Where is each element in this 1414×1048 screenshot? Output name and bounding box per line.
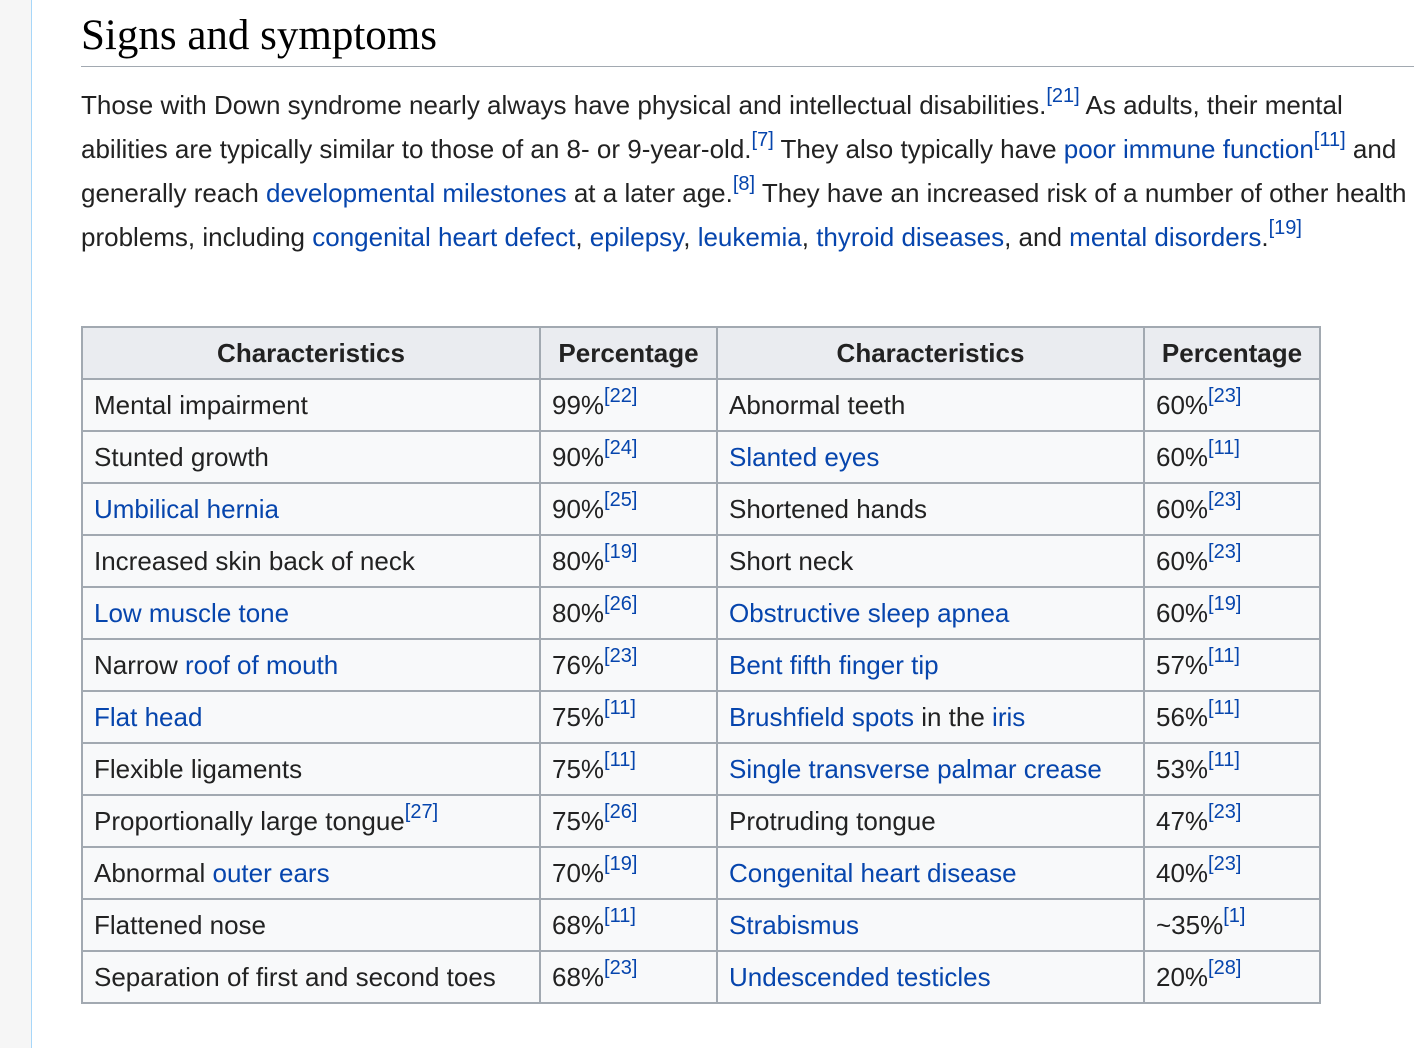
characteristic-text: Flexible ligaments <box>94 753 303 784</box>
text-span: , <box>575 222 590 252</box>
percentage-value: 60% <box>1156 597 1209 628</box>
reference-link[interactable]: [11] <box>1313 129 1346 152</box>
reference <box>604 697 636 719</box>
reference <box>1208 593 1241 615</box>
characteristic-cell <box>717 379 1144 431</box>
reference <box>604 645 637 667</box>
percentage-cell <box>1144 951 1320 1003</box>
percentage-cell <box>540 639 717 691</box>
reference-link[interactable]: [23] <box>1208 488 1242 511</box>
characteristic-link[interactable]: iris <box>992 701 1026 732</box>
table-row <box>82 587 1320 639</box>
percentage-cell <box>1144 847 1320 899</box>
characteristic-cell <box>717 483 1144 535</box>
reference-link[interactable]: [22] <box>604 384 638 407</box>
characteristic-cell <box>717 535 1144 587</box>
text-span: and generally reach <box>81 134 1397 208</box>
percentage-cell <box>540 587 717 639</box>
percentage-value: 60% <box>1156 441 1209 472</box>
reference-link[interactable]: [19] <box>1268 217 1302 240</box>
reference <box>1208 749 1240 771</box>
reference <box>604 801 637 823</box>
characteristic-cell <box>717 951 1144 1003</box>
table-row <box>82 431 1320 483</box>
reference-link[interactable]: [1] <box>1223 904 1246 927</box>
characteristic-text: Short neck <box>729 545 854 576</box>
characteristic-link[interactable]: Slanted eyes <box>729 441 880 472</box>
percentage-cell <box>540 899 717 951</box>
reference-link[interactable]: [8] <box>732 173 756 196</box>
reference <box>604 905 636 927</box>
reference <box>1208 489 1241 511</box>
table-row <box>82 639 1320 691</box>
percentage-value: 75% <box>552 753 605 784</box>
percentage-value: 80% <box>552 597 605 628</box>
reference-link[interactable]: [24] <box>604 436 638 459</box>
text-span: , <box>683 222 698 252</box>
characteristic-cell <box>82 431 540 483</box>
reference-link[interactable]: [23] <box>1208 800 1242 823</box>
reference <box>1208 801 1241 823</box>
reference <box>1269 217 1302 239</box>
reference-link[interactable]: [19] <box>604 852 638 875</box>
column-header: Characteristics <box>717 327 1144 379</box>
characteristics-table <box>81 326 1321 1004</box>
percentage-value: 99% <box>552 389 605 420</box>
characteristic-text: in the <box>913 701 993 732</box>
table-row <box>82 483 1320 535</box>
characteristic-text: Shortened hands <box>729 493 928 524</box>
percentage-value: 60% <box>1156 545 1209 576</box>
intro-paragraph <box>81 83 1414 259</box>
percentage-value: 40% <box>1156 857 1209 888</box>
percentage-value: 76% <box>552 649 605 680</box>
characteristic-link[interactable]: Single transverse palmar crease <box>729 753 1102 784</box>
column-header: Percentage <box>1144 327 1320 379</box>
percentage-cell <box>1144 431 1320 483</box>
text-span: , <box>801 222 817 252</box>
table-row <box>82 795 1320 847</box>
percentage-value: 57% <box>1156 649 1209 680</box>
reference-link[interactable]: [25] <box>604 488 638 511</box>
link-congenital-heart-defect[interactable]: congenital heart defect <box>312 222 576 252</box>
text-span: As adults, their mental abilities are typically similar to those of an 8- or 9-year-old. <box>81 90 1343 164</box>
characteristic-link[interactable]: Flat head <box>94 701 203 732</box>
reference <box>1208 385 1241 407</box>
percentage-cell <box>540 379 717 431</box>
reference <box>604 853 637 875</box>
reference-link[interactable]: [23] <box>604 956 638 979</box>
reference <box>752 129 774 151</box>
characteristic-cell <box>82 847 540 899</box>
percentage-value: 56% <box>1156 701 1209 732</box>
percentage-cell <box>1144 379 1320 431</box>
table-row <box>82 535 1320 587</box>
characteristic-link[interactable]: Low muscle tone <box>94 597 290 628</box>
characteristic-text: Increased skin back of neck <box>94 545 415 576</box>
characteristic-link[interactable]: Strabismus <box>729 909 860 940</box>
table-row <box>82 379 1320 431</box>
reference-link[interactable]: [11] <box>1208 436 1240 459</box>
link-leukemia[interactable]: leukemia <box>697 222 802 252</box>
characteristic-link[interactable]: Obstructive sleep apnea <box>729 597 1010 628</box>
characteristic-link[interactable]: Undescended testicles <box>729 961 991 992</box>
characteristic-cell <box>82 899 540 951</box>
reference <box>1208 437 1240 459</box>
percentage-cell <box>540 951 717 1003</box>
reference <box>733 173 755 195</box>
reference <box>1208 645 1240 667</box>
characteristic-text: Protruding tongue <box>729 805 936 836</box>
reference-link[interactable]: [19] <box>604 540 638 563</box>
text-span: Those with Down syndrome nearly always have physical and intellectual disabilities. <box>81 90 1047 120</box>
percentage-value: 90% <box>552 493 605 524</box>
percentage-value: 20% <box>1156 961 1209 992</box>
article-body <box>81 0 1414 992</box>
percentage-cell <box>1144 743 1320 795</box>
characteristic-cell <box>717 899 1144 951</box>
reference <box>1314 129 1346 151</box>
link-developmental-milestones[interactable]: developmental milestones <box>266 178 567 208</box>
percentage-cell <box>1144 587 1320 639</box>
characteristic-link[interactable]: Brushfield spots <box>729 701 914 732</box>
characteristic-cell <box>717 639 1144 691</box>
characteristic-cell <box>82 587 540 639</box>
percentage-value: 47% <box>1156 805 1209 836</box>
characteristic-cell <box>82 483 540 535</box>
percentage-value: 90% <box>552 441 605 472</box>
characteristic-text: Separation of first and second toes <box>94 961 496 992</box>
table-row <box>82 899 1320 951</box>
percentage-value: 60% <box>1156 493 1209 524</box>
characteristic-cell <box>82 535 540 587</box>
characteristic-link[interactable]: Umbilical hernia <box>94 493 279 524</box>
characteristic-text: Abnormal teeth <box>729 389 906 420</box>
characteristic-text: Proportionally large tongue <box>94 805 405 836</box>
characteristic-text: Narrow <box>94 649 186 680</box>
percentage-cell <box>1144 899 1320 951</box>
table-body <box>82 379 1320 1003</box>
percentage-value: 75% <box>552 805 605 836</box>
table-row <box>82 951 1320 1003</box>
percentage-cell <box>540 743 717 795</box>
characteristic-cell <box>82 379 540 431</box>
column-header: Percentage <box>540 327 717 379</box>
percentage-cell <box>540 535 717 587</box>
characteristic-cell <box>717 795 1144 847</box>
reference <box>1208 541 1241 563</box>
characteristic-link[interactable]: Bent fifth finger tip <box>729 649 939 680</box>
characteristic-text: Abnormal <box>94 857 213 888</box>
percentage-cell <box>540 483 717 535</box>
percentage-value: 75% <box>552 701 605 732</box>
reference <box>604 489 637 511</box>
characteristic-link[interactable]: Congenital heart disease <box>729 857 1017 888</box>
characteristic-cell <box>717 691 1144 743</box>
reference-link[interactable]: [11] <box>604 696 636 719</box>
text-span: at a later age. <box>566 178 733 208</box>
reference <box>604 749 636 771</box>
percentage-cell <box>540 847 717 899</box>
table-header-row <box>82 327 1320 379</box>
reference <box>604 593 637 615</box>
reference <box>604 957 637 979</box>
reference-link[interactable]: [23] <box>1208 540 1242 563</box>
characteristic-cell <box>82 743 540 795</box>
characteristic-cell <box>82 795 540 847</box>
percentage-cell <box>1144 483 1320 535</box>
reference <box>604 541 637 563</box>
characteristic-text: Stunted growth <box>94 441 269 472</box>
link-thyroid-diseases[interactable]: thyroid diseases <box>816 222 1005 252</box>
reference <box>405 801 438 823</box>
text-span: . <box>1261 222 1269 252</box>
column-header: Characteristics <box>82 327 540 379</box>
reference-link[interactable]: [11] <box>1208 696 1240 719</box>
reference <box>604 437 637 459</box>
percentage-cell <box>1144 795 1320 847</box>
link-epilepsy[interactable]: epilepsy <box>589 222 684 252</box>
characteristic-text: Mental impairment <box>94 389 308 420</box>
characteristic-cell <box>717 431 1144 483</box>
reference-link[interactable]: [7] <box>751 129 774 152</box>
characteristic-cell <box>717 847 1144 899</box>
percentage-value: 53% <box>1156 753 1209 784</box>
link-mental-disorders[interactable]: mental disorders <box>1069 222 1262 252</box>
percentage-value: 68% <box>552 909 605 940</box>
characteristic-cell <box>82 691 540 743</box>
percentage-value: 70% <box>552 857 605 888</box>
reference-link[interactable]: [28] <box>1208 956 1242 979</box>
reference <box>1208 697 1240 719</box>
reference <box>1208 853 1241 875</box>
reference-link[interactable]: [11] <box>1208 644 1240 667</box>
section-heading: Signs and symptoms <box>81 10 1414 67</box>
reference-link[interactable]: [26] <box>604 800 638 823</box>
reference-link[interactable]: [11] <box>1208 748 1240 771</box>
reference-link[interactable]: [23] <box>604 644 638 667</box>
percentage-value: 80% <box>552 545 605 576</box>
characteristic-cell <box>717 587 1144 639</box>
characteristic-text: Flattened nose <box>94 909 267 940</box>
reference-link[interactable]: [19] <box>1208 592 1242 615</box>
percentage-cell <box>1144 639 1320 691</box>
table-row <box>82 743 1320 795</box>
percentage-value: 68% <box>552 961 605 992</box>
reference <box>1223 905 1245 927</box>
text-span: , and <box>1004 222 1070 252</box>
reference <box>1208 957 1241 979</box>
reference-link[interactable]: [21] <box>1046 85 1080 108</box>
reference-link[interactable]: [26] <box>604 592 638 615</box>
percentage-value: 60% <box>1156 389 1209 420</box>
reference-link[interactable]: [27] <box>404 800 439 823</box>
link-poor-immune-function[interactable]: poor immune function <box>1063 134 1314 164</box>
characteristic-cell <box>82 951 540 1003</box>
reference-link[interactable]: [23] <box>1208 384 1242 407</box>
percentage-cell <box>1144 691 1320 743</box>
characteristic-cell <box>717 743 1144 795</box>
reference-link[interactable]: [11] <box>604 904 636 927</box>
reference-link[interactable]: [23] <box>1208 852 1242 875</box>
percentage-cell <box>1144 535 1320 587</box>
text-span: They also typically have <box>773 134 1064 164</box>
characteristic-link[interactable]: outer ears <box>212 857 330 888</box>
reference <box>1046 85 1079 107</box>
table-row <box>82 691 1320 743</box>
percentage-cell <box>540 795 717 847</box>
text-span: They have an increased risk of a number of other health problems, including <box>81 178 1407 252</box>
article-content <box>31 0 1414 1048</box>
reference-link[interactable]: [11] <box>604 748 636 771</box>
reference <box>604 385 637 407</box>
characteristic-link[interactable]: roof of mouth <box>185 649 339 680</box>
percentage-cell <box>540 431 717 483</box>
percentage-cell <box>540 691 717 743</box>
table-row <box>82 847 1320 899</box>
percentage-value: ~35% <box>1156 909 1224 940</box>
characteristic-cell <box>82 639 540 691</box>
